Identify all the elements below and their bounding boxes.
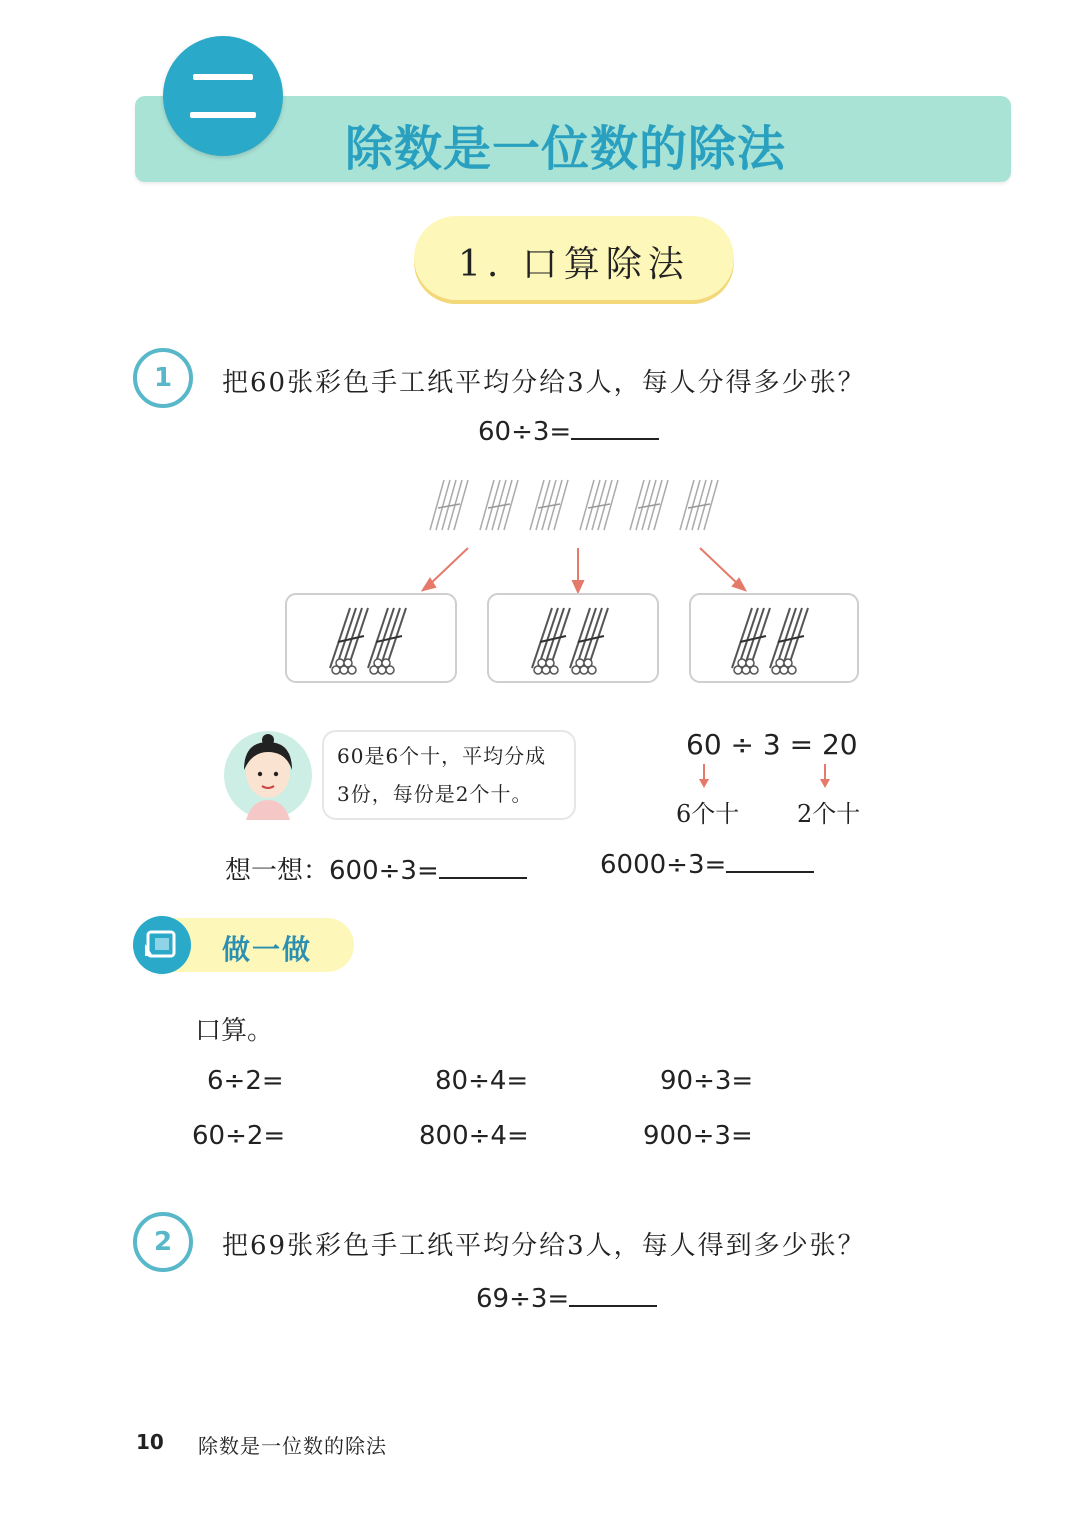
problem-2-equation: 69÷3= (476, 1284, 570, 1314)
page-number: 10 (136, 1430, 164, 1454)
answer-blank[interactable] (726, 851, 814, 873)
explanation-arrows (690, 762, 840, 790)
answer-blank[interactable] (569, 1285, 657, 1307)
think-row (225, 850, 527, 887)
practice-item: 90÷3= (660, 1066, 754, 1096)
practice-title: 做一做 (222, 933, 313, 966)
problem-1-question: 把60张彩色手工纸平均分给3人，每人分得多少张？ (222, 368, 866, 398)
think-label: 想一想： (225, 856, 330, 886)
source-bundles (430, 480, 718, 530)
practice-icon (133, 916, 191, 974)
bubble-line-2: 3份，每份是2个十。 (337, 782, 533, 806)
practice-item: 80÷4= (435, 1066, 529, 1096)
problem-2-question: 把69张彩色手工纸平均分给3人，每人得到多少张？ (222, 1231, 866, 1261)
think-equation-2: 6000÷3= (600, 850, 727, 880)
girl-avatar (222, 730, 314, 820)
group-box-1 (286, 594, 456, 682)
practice-instruction: 口算。 (195, 1016, 274, 1046)
bundles-illustration (280, 460, 880, 700)
practice-item: 60÷2= (192, 1121, 286, 1151)
practice-badge (133, 916, 191, 974)
group-box-2 (488, 594, 658, 682)
problem-1-number: 1 (133, 348, 193, 408)
group-box-3 (690, 594, 858, 682)
explanation-right-note: 2个十 (797, 800, 861, 828)
practice-item: 900÷3= (643, 1121, 753, 1151)
practice-item: 6÷2= (207, 1066, 284, 1096)
practice-item: 800÷4= (419, 1121, 529, 1151)
chapter-title: 除数是一位数的除法 (345, 121, 787, 177)
chapter-number-stroke-top (193, 74, 253, 80)
distribution-arrows (423, 548, 745, 592)
problem-1-equation-row (478, 417, 659, 447)
problem-2-equation-row (476, 1284, 657, 1314)
problem-2-number: 2 (133, 1212, 193, 1272)
footer-chapter-title: 除数是一位数的除法 (198, 1434, 387, 1458)
think-row-2 (600, 850, 814, 880)
chapter-number-badge (163, 36, 283, 156)
bubble-line-1: 60是6个十，平均分成 (337, 744, 547, 768)
explanation-equation: 60 ÷ 3 = 20 (686, 728, 858, 761)
problem-1-equation: 60÷3= (478, 417, 572, 447)
chapter-number-stroke-bottom (190, 112, 256, 118)
answer-blank[interactable] (571, 418, 659, 440)
section-title: 1. 口算除法 (458, 244, 690, 285)
answer-blank[interactable] (439, 857, 527, 879)
think-equation-1: 600÷3= (329, 856, 439, 886)
explanation-left-note: 6个十 (676, 800, 740, 828)
